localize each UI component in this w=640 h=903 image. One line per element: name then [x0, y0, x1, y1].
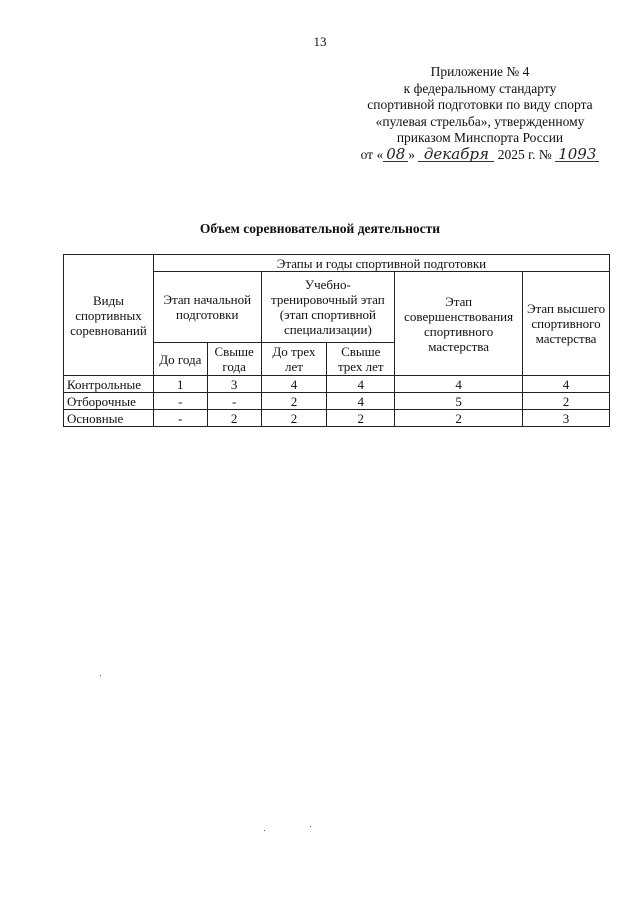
header-highest-stage: Этап высшего спортивного мастерства	[523, 272, 610, 376]
scan-speck	[100, 675, 101, 676]
appendix-line: «пулевая стрельба», утвержденному	[375, 113, 585, 129]
header-up-to-year: До года	[153, 343, 207, 376]
table-cell: 2	[327, 410, 395, 427]
header-up-to-three-years: До трех лет	[261, 343, 327, 376]
appendix-header	[330, 64, 630, 163]
date-day-handwritten: 08	[383, 147, 408, 162]
table-cell: 2	[261, 393, 327, 410]
date-prefix: от «	[360, 146, 384, 162]
date-month-handwritten: декабря	[418, 147, 494, 162]
table-cell: 5	[395, 393, 523, 410]
competition-volume-table	[63, 254, 610, 427]
row-label: Контрольные	[64, 376, 154, 393]
header-kinds-of-competitions: Виды спортивных соревнований	[64, 255, 154, 376]
table-cell: 2	[523, 393, 610, 410]
header-initial-stage: Этап начальной подготовки	[153, 272, 261, 343]
table-row	[64, 376, 610, 393]
header-training-stage: Учебно-тренировочный этап (этап спортивной специализации)	[261, 272, 395, 343]
table-cell: 2	[207, 410, 261, 427]
document-title: Объем соревновательной деятельности	[199, 221, 441, 236]
row-label: Отборочные	[64, 393, 154, 410]
appendix-line: спортивной подготовки по виду спорта	[367, 97, 593, 112]
page-number: 13	[313, 34, 327, 49]
date-year: 2025 г. №	[497, 146, 552, 162]
table-cell: 4	[327, 376, 395, 393]
table-cell: 4	[261, 376, 327, 393]
header-over-year: Свыше года	[207, 343, 261, 376]
table-cell: -	[153, 393, 207, 410]
table-cell: -	[153, 410, 207, 427]
header-over-three-years: Свыше трех лет	[327, 343, 395, 376]
table-row	[64, 410, 610, 427]
table-cell: 4	[395, 376, 523, 393]
scan-speck	[310, 826, 311, 827]
table-cell: 3	[523, 410, 610, 427]
table-cell: 3	[207, 376, 261, 393]
order-date-line	[330, 144, 630, 164]
table-cell: -	[207, 393, 261, 410]
appendix-line: к федеральному стандарту	[403, 80, 557, 96]
table-cell: 1	[153, 376, 207, 393]
scan-speck	[264, 830, 265, 831]
appendix-line: Приложение № 4	[430, 64, 530, 79]
table-cell: 4	[523, 376, 610, 393]
table-cell: 4	[327, 393, 395, 410]
row-label: Основные	[64, 410, 154, 427]
header-improvement-stage: Этап совершенствования спортивного мастерства	[395, 272, 523, 376]
table-row	[64, 393, 610, 410]
date-mid: »	[408, 146, 416, 162]
table-cell: 2	[261, 410, 327, 427]
order-number-handwritten: 1093	[555, 147, 599, 162]
header-stages-and-years: Этапы и годы спортивной подготовки	[153, 255, 609, 272]
table-cell: 2	[395, 410, 523, 427]
appendix-line: приказом Минспорта России	[396, 130, 564, 145]
